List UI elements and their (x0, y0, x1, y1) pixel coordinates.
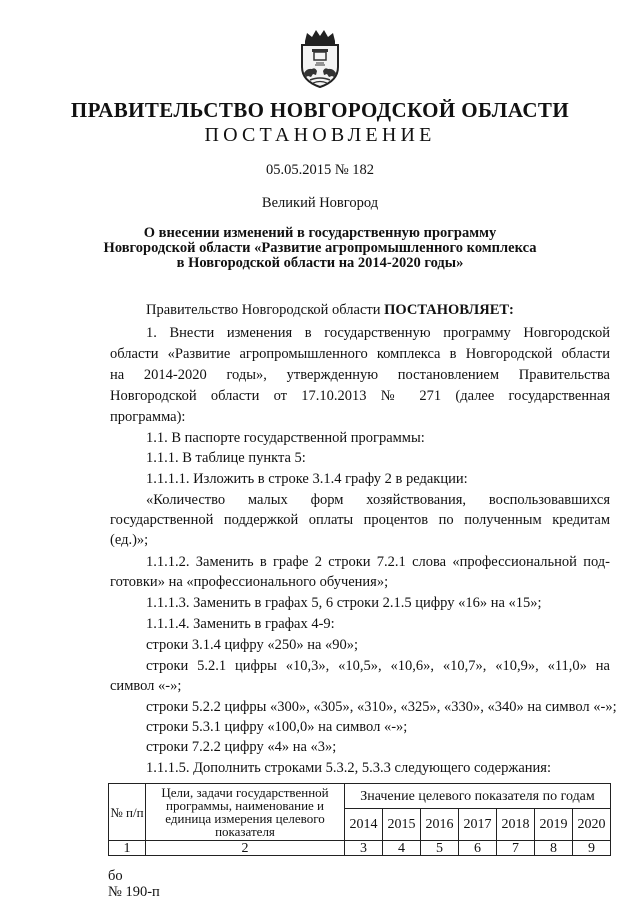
city: Великий Новгород (261, 195, 379, 211)
body-line: 1.1.1.5. Дополнить строками 5.3.2, 5.3.3 следующего содержания: (146, 760, 552, 776)
table-index-cell: 8 (535, 841, 573, 856)
body-line: 1.1. В паспорте государственной программы: (146, 430, 425, 446)
body-line: 1.1.1.2. Заменить в графе 2 строки 7.2.1 слова «профессиональной под- (146, 554, 610, 570)
body-line: государственной поддержкой оплаты процентов по полученным кредитам (110, 512, 610, 528)
body-line: 1. Внести изменения в государственную программу Новгородской (146, 325, 610, 341)
body-line: 1.1.1.4. Заменить в графах 4-9: (146, 616, 335, 632)
table-year: 2015 (383, 809, 421, 841)
body-line: строки 5.2.1 цифры «10,3», «10,5», «10,6», «10,7», «10,9», «11,0» на (146, 658, 610, 674)
coat-of-arms-emblem (295, 27, 345, 89)
table-index-cell: 3 (345, 841, 383, 856)
table-index-cell: 1 (109, 841, 146, 856)
table-index-cell: 9 (573, 841, 611, 856)
date-number: 05.05.2015 № 182 (265, 162, 375, 178)
subject-line: О внесении изменений в государственную программу (143, 225, 497, 241)
body-line: 1.1.1.3. Заменить в графах 5, 6 строки 2.1.5 цифру «16» на «15»; (146, 595, 542, 611)
body-line: Новгородской области от 17.10.2013 № 271 (далее государственная (110, 388, 610, 404)
body-line: (ед.)»; (110, 532, 149, 548)
table-index-cell: 4 (383, 841, 421, 856)
body-line: программа): (110, 409, 186, 425)
table-header-values: Значение целевого показателя по годам (345, 784, 611, 809)
preamble-bold: ПОСТАНОВЛЯЕТ: (384, 302, 514, 318)
document-type: ПОСТАНОВЛЕНИЕ (204, 124, 436, 146)
government-title: ПРАВИТЕЛЬСТВО НОВГОРОДСКОЙ ОБЛАСТИ (70, 98, 570, 122)
body-line: 1.1.1. В таблице пункта 5: (146, 450, 306, 466)
footer-initials: бо (108, 868, 123, 884)
body-line: «Количество малых форм хозяйствования, воспользовавшихся (146, 492, 610, 508)
body-line: области «Развитие агропромышленного комплекса в Новгородской области (110, 346, 610, 362)
table-index-cell: 7 (497, 841, 535, 856)
preamble: Правительство Новгородской области ПОСТАНОВЛЯЕТ: (146, 302, 514, 318)
table-year: 2019 (535, 809, 573, 841)
table-year: 2018 (497, 809, 535, 841)
body-line: строки 3.1.4 цифру «250» на «90»; (146, 637, 359, 653)
table-year: 2020 (573, 809, 611, 841)
table-index-cell: 6 (459, 841, 497, 856)
body-line: на 2014-2020 годы», утвержденную постановлением Правительства (110, 367, 610, 383)
body-line: строки 5.2.2 цифры «300», «305», «310», «325», «330», «340» на символ «-»; (146, 699, 617, 715)
table-year: 2016 (421, 809, 459, 841)
table-year: 2017 (459, 809, 497, 841)
footer-number: № 190-п (108, 884, 160, 900)
table-index-cell: 5 (421, 841, 459, 856)
indicators-table (108, 783, 611, 856)
table-index-cell: 2 (146, 841, 345, 856)
table-year: 2014 (345, 809, 383, 841)
table-header-num: № п/п (109, 784, 146, 841)
table-header-goals: Цели, задачи государственной программы, наименование и единица измерения целевого показателя (146, 784, 345, 841)
subject-line: в Новгородской области на 2014-2020 годы» (176, 255, 464, 271)
body-line: символ «-»; (110, 678, 182, 694)
body-line: строки 7.2.2 цифру «4» на «3»; (146, 739, 337, 755)
body-line: 1.1.1.1. Изложить в строке 3.1.4 графу 2 в редакции: (146, 471, 468, 487)
subject-line: Новгородской области «Развитие агропромышленного комплекса (103, 240, 537, 256)
body-line: строки 5.3.1 цифру «100,0» на символ «-»; (146, 719, 408, 735)
body-line: готовки» на «профессионального обучения»; (110, 574, 389, 590)
